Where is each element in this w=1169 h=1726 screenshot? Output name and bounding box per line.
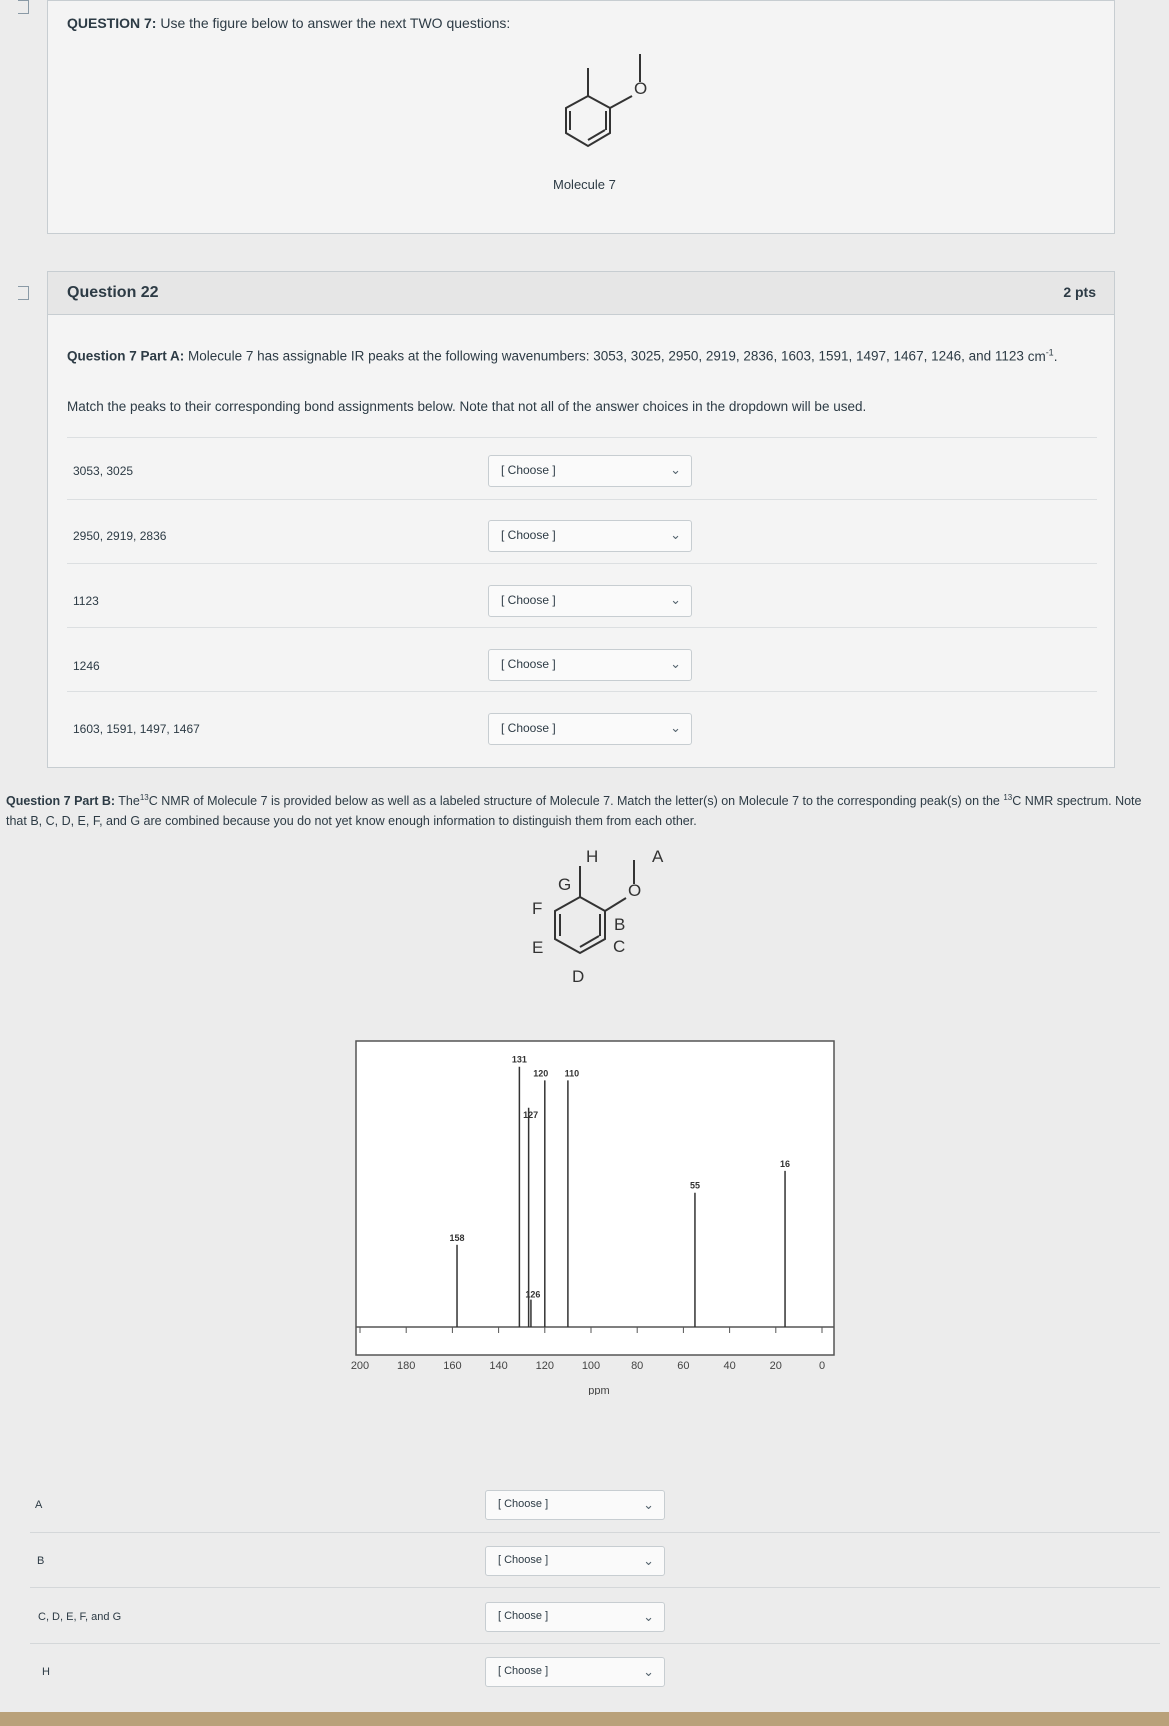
nmr-tick-label: 140 [489, 1360, 508, 1372]
question22-body [47, 314, 1115, 768]
partB-prompt [6, 788, 1156, 831]
ir-row-label: 1603, 1591, 1497, 1467 [73, 722, 200, 736]
nmr-row-label: C, D, E, F, and G [38, 1611, 122, 1623]
nmr-peak-label: 120 [533, 1068, 549, 1079]
chevron-down-icon: ⌄ [670, 592, 681, 607]
label-G: G [558, 875, 572, 894]
partB-heading: Question 7 Part B: [6, 794, 116, 809]
c13-nmr-spectrum [340, 1035, 850, 1395]
nmr-peak-label: 131 [511, 1054, 527, 1065]
partB-text: C NMR [1012, 794, 1054, 809]
chevron-down-icon: ⌄ [643, 1497, 654, 1512]
partA-heading: Question 7 Part A: [67, 348, 185, 364]
nmr-peak-label: 126 [525, 1289, 541, 1300]
divider [67, 691, 1097, 692]
nmr-xlabel: ppm [588, 1385, 610, 1395]
unit-end: . [1053, 348, 1058, 364]
question22-title: Question 22 [67, 284, 159, 301]
chevron-down-icon: ⌄ [670, 527, 681, 542]
divider [30, 1587, 1160, 1588]
nmr-tick-label: 20 [769, 1360, 782, 1372]
partA-prompt [67, 343, 1097, 366]
ir-select-3053[interactable] [488, 455, 692, 487]
select-text: [ Choose ] [498, 1610, 549, 1622]
label-A: A [652, 847, 664, 866]
nmr-row-label: B [37, 1555, 45, 1567]
question22-points: 2 pts [1063, 284, 1096, 300]
divider [67, 563, 1097, 564]
select-text: [ Choose ] [501, 721, 556, 735]
label-D: D [572, 967, 585, 986]
nmr-peak-label: 16 [780, 1158, 791, 1169]
partA-unit [1028, 349, 1058, 364]
ir-row-label: 1246 [73, 659, 100, 673]
nmr-row-label: A [35, 1499, 43, 1511]
molecule7-caption: Molecule 7 [553, 177, 616, 192]
nmr-tick-label: 160 [443, 1360, 462, 1372]
divider [67, 437, 1097, 438]
nmr-select-CDEFG[interactable] [485, 1602, 665, 1632]
select-text: [ Choose ] [498, 1498, 549, 1510]
nmr-tick-label: 100 [581, 1360, 601, 1372]
partB-text: The [118, 794, 140, 809]
partB-text: spectrum. Note that B, C, D, E, F, and G are combined because you do not yet know enough information to distinguish them from each other. [6, 794, 1142, 829]
unit-exponent: -1 [1045, 347, 1054, 357]
oxygen-atom: O [634, 79, 648, 98]
nmr-tick-label: 120 [535, 1360, 554, 1372]
label-C: C [613, 937, 626, 956]
nmr-tick-label: 40 [723, 1360, 736, 1372]
label-B: B [614, 915, 626, 934]
ir-select-1246[interactable] [488, 649, 692, 681]
nmr-select-H[interactable] [485, 1657, 665, 1687]
partA-instructions: Match the peaks to their corresponding bond assignments below. Note that not all of the answer choices in the dropdown will be used. [67, 399, 867, 414]
nmr-tick-label: 60 [677, 1360, 690, 1372]
nmr-tick-label: 0 [818, 1360, 826, 1372]
question22-header [47, 271, 1115, 315]
divider [67, 499, 1097, 500]
nmr-tick-label: 80 [631, 1360, 644, 1372]
molecule7-structure [528, 46, 708, 166]
partB-sup: 13 [139, 793, 149, 802]
partB-text: C NMR of Molecule 7 is provided below as well as a labeled structure of Molecule 7. Match the letter(s) on Molecule 7 to the corresponding peak(s) on the [148, 794, 1000, 809]
chevron-down-icon: ⌄ [643, 1553, 654, 1568]
nmr-row-label: H [42, 1666, 50, 1678]
select-text: [ Choose ] [498, 1665, 549, 1677]
chevron-down-icon: ⌄ [643, 1664, 654, 1679]
chevron-down-icon: ⌄ [670, 462, 681, 477]
question7-heading: QUESTION 7: [67, 15, 157, 31]
divider [67, 627, 1097, 628]
question7-text: Use the figure below to answer the next TWO questions: [160, 15, 511, 31]
bottom-bar [0, 1712, 1169, 1726]
divider [30, 1643, 1160, 1644]
ir-row-label: 2950, 2919, 2836 [73, 529, 167, 543]
flag-icon[interactable] [18, 286, 29, 300]
molecule7-labeled-structure [510, 842, 700, 997]
ir-select-1123[interactable] [488, 585, 692, 617]
unit-base: cm [1027, 348, 1046, 364]
nmr-select-B[interactable] [485, 1546, 665, 1576]
chevron-down-icon: ⌄ [643, 1609, 654, 1624]
chevron-down-icon: ⌄ [670, 656, 681, 671]
select-text: [ Choose ] [501, 528, 556, 542]
partB-sup: 13 [1003, 793, 1013, 802]
nmr-peak-label: 55 [689, 1180, 700, 1191]
select-text: [ Choose ] [501, 463, 556, 477]
label-F: F [532, 899, 543, 918]
chevron-down-icon: ⌄ [670, 720, 681, 735]
label-H: H [586, 847, 599, 866]
flag-icon [18, 0, 29, 14]
nmr-peak-label: 127 [523, 1109, 539, 1120]
select-text: [ Choose ] [498, 1554, 549, 1566]
divider [30, 1532, 1160, 1533]
ir-select-1603[interactable] [488, 713, 692, 745]
nmr-select-A[interactable] [485, 1490, 665, 1520]
oxygen-atom: O [628, 881, 642, 900]
partA-text: Molecule 7 has assignable IR peaks at the following wavenumbers: 3053, 3025, 2950, 2919, 2836, 1603, 1591, 1497, 1467, 1246, and 1123 [188, 348, 1024, 364]
select-text: [ Choose ] [501, 657, 556, 671]
nmr-peak-label: 110 [564, 1068, 580, 1079]
ir-row-label: 1123 [73, 594, 99, 608]
ir-row-label: 3053, 3025 [73, 464, 134, 478]
nmr-peak-label: 158 [449, 1232, 465, 1243]
nmr-tick-label: 200 [350, 1360, 370, 1372]
select-text: [ Choose ] [501, 593, 556, 607]
nmr-tick-label: 180 [397, 1360, 416, 1372]
nmr-frame [356, 1041, 834, 1355]
question7-box [47, 0, 1115, 234]
question7-prompt [67, 15, 510, 31]
ir-select-2950[interactable] [488, 520, 692, 552]
label-E: E [532, 938, 544, 957]
